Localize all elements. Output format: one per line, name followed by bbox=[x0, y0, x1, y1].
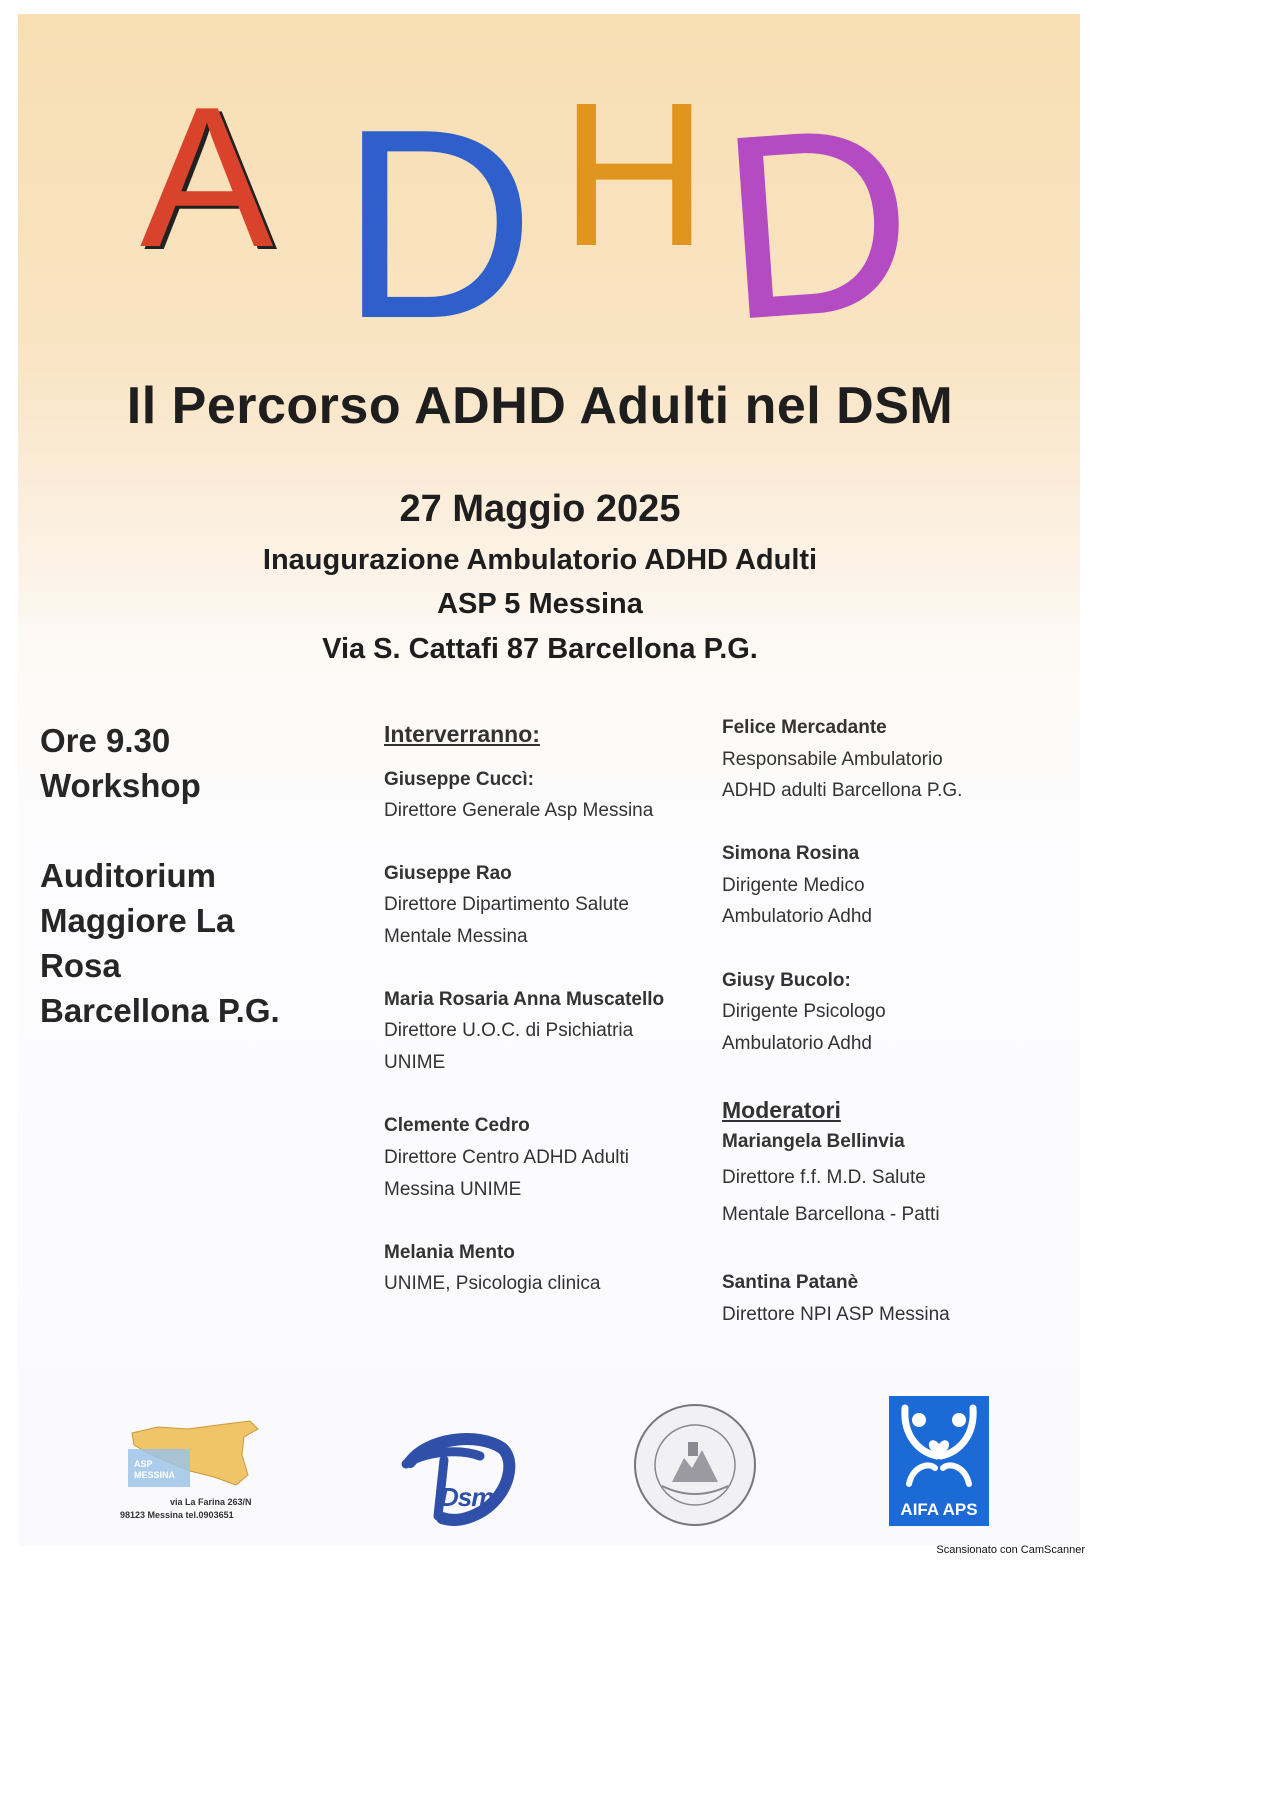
speaker-role: Direttore Generale Asp Messina bbox=[384, 800, 654, 821]
speaker-role: Direttore Dipartimento Salute bbox=[384, 894, 629, 915]
speaker-role: Responsabile Ambulatorio bbox=[722, 749, 943, 770]
speaker-role: Direttore U.O.C. di Psichiatria bbox=[384, 1020, 634, 1041]
dsm-mark-text: Dsm bbox=[440, 1482, 494, 1512]
speaker-name: Giuseppe Rao bbox=[384, 863, 512, 884]
speaker-role: Dirigente Medico bbox=[722, 875, 865, 896]
venue-line-4: Barcellona P.G. bbox=[40, 992, 280, 1029]
letter-a: A bbox=[140, 66, 274, 289]
speaker-name: Simona Rosina bbox=[722, 843, 860, 864]
page-title: Il Percorso ADHD Adulti nel DSM bbox=[126, 377, 954, 435]
moderator-name: Mariangela Bellinvia bbox=[722, 1131, 905, 1152]
moderator-role: Direttore NPI ASP Messina bbox=[722, 1304, 950, 1325]
aifa-label: AIFA APS bbox=[900, 1500, 978, 1519]
speaker-name: Felice Mercadante bbox=[722, 717, 887, 738]
university-seal-icon bbox=[632, 1402, 758, 1528]
speaker-name: Giuseppe Cuccì: bbox=[384, 769, 534, 790]
asp-messina-logo bbox=[118, 1415, 278, 1525]
subtitle-line-3: Via S. Cattafi 87 Barcellona P.G. bbox=[322, 633, 758, 665]
moderators-heading: Moderatori bbox=[722, 1097, 841, 1123]
speaker-name: Maria Rosaria Anna Muscatello bbox=[384, 989, 665, 1010]
speaker-role: UNIME bbox=[384, 1052, 446, 1073]
speaker-role: ADHD adulti Barcellona P.G. bbox=[722, 780, 963, 801]
asp-address-2: 98123 Messina tel.0903651 bbox=[120, 1510, 234, 1520]
scanner-watermark: Scansionato con CamScanner bbox=[936, 1544, 1085, 1556]
letter-h: H bbox=[560, 60, 709, 289]
venue-line-3: Rosa bbox=[40, 947, 121, 984]
venue-line-1: Auditorium bbox=[40, 857, 216, 894]
aifa-figures-icon bbox=[889, 1396, 989, 1494]
aifa-aps-logo bbox=[889, 1396, 989, 1526]
subtitle-line-1: Inaugurazione Ambulatorio ADHD Adulti bbox=[262, 544, 818, 576]
speakers-heading: Interverranno: bbox=[384, 721, 540, 747]
asp-address-1: via La Farina 263/N bbox=[170, 1497, 252, 1507]
speaker-role: Dirigente Psicologo bbox=[722, 1001, 886, 1022]
speaker-name: Clemente Cedro bbox=[384, 1115, 530, 1136]
speaker-name: Melania Mento bbox=[384, 1242, 515, 1263]
speaker-role: UNIME, Psicologia clinica bbox=[384, 1273, 601, 1294]
speaker-role: Ambulatorio Adhd bbox=[722, 1033, 872, 1054]
dsm-logo bbox=[398, 1418, 518, 1526]
subtitle-line-2: ASP 5 Messina bbox=[437, 588, 643, 620]
speaker-role: Ambulatorio Adhd bbox=[722, 906, 872, 927]
event-date: 27 Maggio 2025 bbox=[399, 488, 681, 530]
moderator-role: Mentale Barcellona - Patti bbox=[722, 1204, 940, 1225]
speaker-role: Mentale Messina bbox=[384, 926, 528, 947]
asp-label: ASP MESSINA bbox=[134, 1459, 176, 1480]
moderator-name: Santina Patanè bbox=[722, 1272, 859, 1293]
event-type: Workshop bbox=[40, 767, 201, 804]
speaker-role: Direttore Centro ADHD Adulti bbox=[384, 1147, 629, 1168]
moderator-role: Direttore f.f. M.D. Salute bbox=[722, 1167, 926, 1188]
letter-d1: D bbox=[340, 74, 535, 375]
speaker-name: Giusy Bucolo: bbox=[722, 970, 851, 991]
event-time: Ore 9.30 bbox=[40, 722, 171, 759]
venue-line-2: Maggiore La bbox=[40, 902, 235, 939]
speaker-role: Messina UNIME bbox=[384, 1179, 522, 1200]
letter-d2: D bbox=[711, 69, 922, 376]
unime-seal-logo bbox=[632, 1402, 758, 1528]
sicily-map-icon bbox=[118, 1415, 278, 1495]
